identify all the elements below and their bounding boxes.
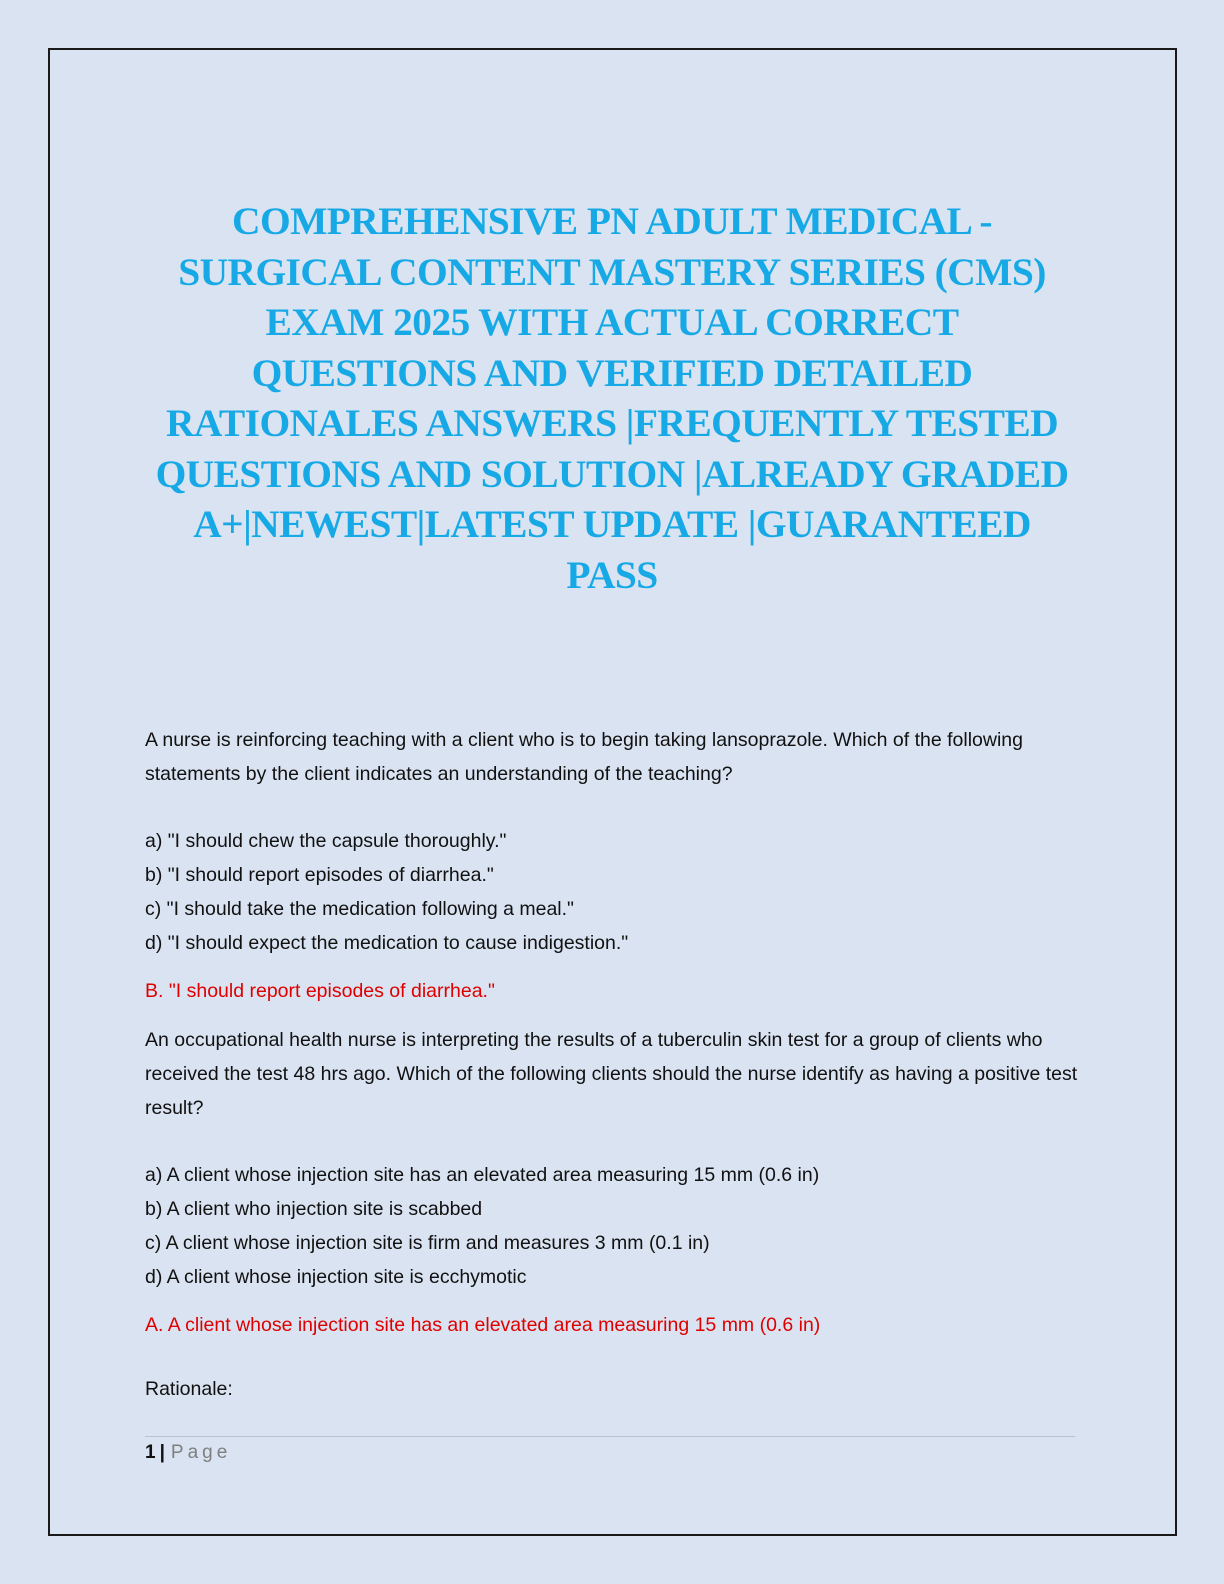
correct-answer: A. A client whose injection site has an elevated area measuring 15 mm (0.6 in) bbox=[145, 1314, 821, 1336]
option-item: c) A client whose injection site is firm and measures 3 mm (0.1 in) bbox=[145, 1232, 710, 1254]
option-item: d) A client whose injection site is ecchymotic bbox=[145, 1266, 527, 1288]
option-item: c) "I should take the medication following a meal." bbox=[145, 898, 574, 920]
question-text: A nurse is reinforcing teaching with a client who is to begin taking lansoprazole. Which of the following statements by the client indicates an understanding of the teaching? bbox=[145, 729, 1023, 785]
option-item: b) A client who injection site is scabbed bbox=[145, 1198, 483, 1220]
footer-divider bbox=[145, 1436, 1075, 1437]
document-title: COMPREHENSIVE PN ADULT MEDICAL - SURGICAL CONTENT MASTERY SERIES (CMS) EXAM 2025 WITH ACTUAL CORRECT QUESTIONS AND VERIFIED DETAILED RATIONALES ANSWERS |FREQUENTLY TESTED QUESTIONS AND SOLUTION |ALREADY GRADED A+|NEWEST|LATEST UPDATE |GUARANTEED PASS bbox=[155, 199, 1069, 597]
question-text: An occupational health nurse is interpreting the results of a tuberculin skin test for a group of clients who received the test 48 hrs ago. Which of the following clients should the nurse identify as having a positive test result? bbox=[145, 1029, 1078, 1119]
page-footer bbox=[145, 1440, 231, 1466]
page-number: 1 bbox=[145, 1442, 156, 1463]
correct-answer: B. "I should report episodes of diarrhea." bbox=[145, 980, 495, 1002]
option-item: d) "I should expect the medication to cause indigestion." bbox=[145, 932, 629, 954]
option-item: a) "I should chew the capsule thoroughly." bbox=[145, 830, 507, 852]
question-2 bbox=[145, 1023, 1085, 1406]
question-content bbox=[145, 723, 1085, 1406]
page-label: Page bbox=[170, 1442, 232, 1463]
option-item: b) "I should report episodes of diarrhea." bbox=[145, 864, 494, 886]
rationale-label: Rationale: bbox=[145, 1378, 233, 1400]
question-1 bbox=[145, 723, 1085, 1008]
option-list bbox=[145, 1158, 1085, 1294]
option-list bbox=[145, 824, 1085, 960]
option-item: a) A client whose injection site has an elevated area measuring 15 mm (0.6 in) bbox=[145, 1164, 820, 1186]
footer-separator: | bbox=[159, 1442, 165, 1463]
